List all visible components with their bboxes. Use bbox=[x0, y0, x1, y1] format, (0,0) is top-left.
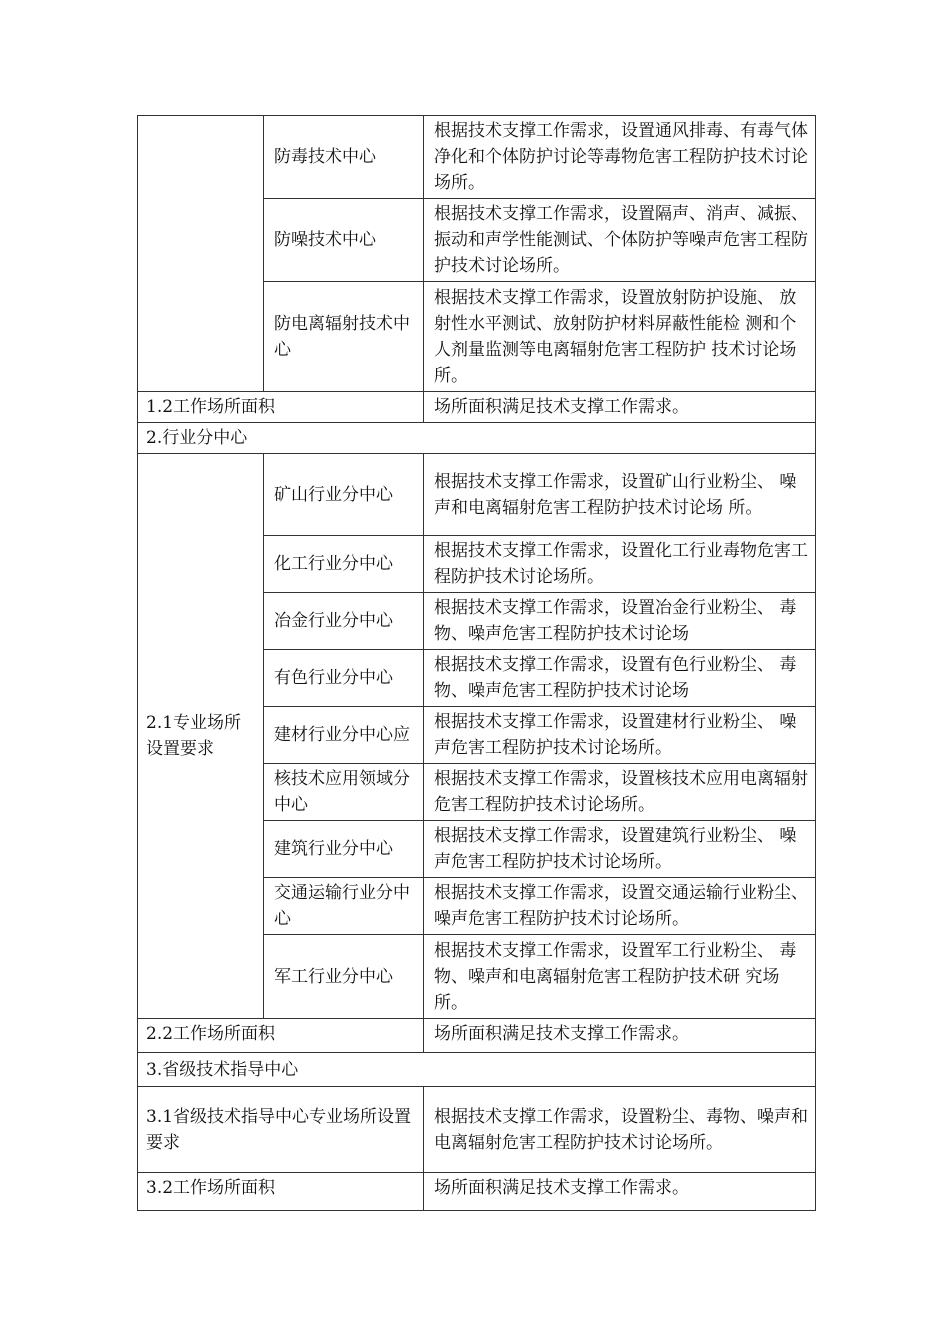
center-description: 根据技术支撑工作需求，设置隔声、消声、减振、振动和声学性能测试、个体防护等噪声危害工程防护技术讨论场所。 bbox=[424, 199, 816, 282]
center-name: 防电离辐射技术中心 bbox=[264, 282, 424, 392]
table-row bbox=[138, 454, 816, 536]
area-description: 场所面积满足技术支撑工作需求。 bbox=[424, 1173, 816, 1211]
requirements-table bbox=[137, 115, 816, 1211]
table-row bbox=[138, 1087, 816, 1173]
table-row bbox=[138, 116, 816, 199]
center-name: 军工行业分中心 bbox=[264, 935, 424, 1019]
center-description: 根据技术支撑工作需求，设置建筑行业粉尘、 噪声危害工程防护技术讨论场所。 bbox=[424, 821, 816, 878]
center-description: 根据技术支撑工作需求，设置化工行业毒物危害工程防护技术讨论场所。 bbox=[424, 536, 816, 593]
area-description: 场所面积满足技术支撑工作需求。 bbox=[424, 392, 816, 423]
section-heading: 3.省级技术指导中心 bbox=[138, 1053, 816, 1087]
center-name: 防毒技术中心 bbox=[264, 116, 424, 199]
center-description: 根据技术支撑工作需求，设置通风排毒、有毒气体净化和个体防护讨论等毒物危害工程防护技术讨论场所。 bbox=[424, 116, 816, 199]
area-description: 场所面积满足技术支撑工作需求。 bbox=[424, 1019, 816, 1053]
table-row bbox=[138, 392, 816, 423]
area-label: 3.2工作场所面积 bbox=[138, 1173, 424, 1211]
continued-group-cell bbox=[138, 116, 264, 392]
center-name: 有色行业分中心 bbox=[264, 650, 424, 707]
center-description: 根据技术支撑工作需求，设置有色行业粉尘、 毒物、噪声危害工程防护技术讨论场 bbox=[424, 650, 816, 707]
center-name: 核技术应用领域分中心 bbox=[264, 764, 424, 821]
center-name: 矿山行业分中心 bbox=[264, 454, 424, 536]
requirement-label: 3.1省级技术指导中心专业场所设置要求 bbox=[138, 1087, 424, 1173]
center-description: 根据技术支撑工作需求，设置交通运输行业粉尘、噪声危害工程防护技术讨论场所。 bbox=[424, 878, 816, 935]
center-name: 建材行业分中心应 bbox=[264, 707, 424, 764]
center-name: 防噪技术中心 bbox=[264, 199, 424, 282]
area-label: 1.2工作场所面积 bbox=[138, 392, 424, 423]
requirement-description: 根据技术支撑工作需求，设置粉尘、毒物、噪声和电离辐射危害工程防护技术讨论场所。 bbox=[424, 1087, 816, 1173]
center-name: 化工行业分中心 bbox=[264, 536, 424, 593]
table-row bbox=[138, 1019, 816, 1053]
center-name: 建筑行业分中心 bbox=[264, 821, 424, 878]
center-description: 根据技术支撑工作需求，设置核技术应用电离辐射危害工程防护技术讨论场所。 bbox=[424, 764, 816, 821]
center-description: 根据技术支撑工作需求，设置矿山行业粉尘、 噪声和电离辐射危害工程防护技术讨论场 所。 bbox=[424, 454, 816, 536]
center-description: 根据技术支撑工作需求，设置军工行业粉尘、 毒物、噪声和电离辐射危害工程防护技术研 究场所。 bbox=[424, 935, 816, 1019]
table-row bbox=[138, 1053, 816, 1087]
area-label: 2.2工作场所面积 bbox=[138, 1019, 424, 1053]
center-description: 根据技术支撑工作需求，设置放射防护设施、 放射性水平测试、放射防护材料屏蔽性能检 测和个人剂量监测等电离辐射危害工程防护 技术讨论场所。 bbox=[424, 282, 816, 392]
table-row bbox=[138, 423, 816, 454]
center-description: 根据技术支撑工作需求，设置冶金行业粉尘、 毒物、噪声危害工程防护技术讨论场 bbox=[424, 593, 816, 650]
table-row bbox=[138, 1173, 816, 1211]
center-name: 交通运输行业分中心 bbox=[264, 878, 424, 935]
section-heading: 2.行业分中心 bbox=[138, 423, 816, 454]
group-label: 2.1专业场所设置要求 bbox=[138, 454, 264, 1019]
center-name: 冶金行业分中心 bbox=[264, 593, 424, 650]
center-description: 根据技术支撑工作需求，设置建材行业粉尘、 噪声危害工程防护技术讨论场所。 bbox=[424, 707, 816, 764]
